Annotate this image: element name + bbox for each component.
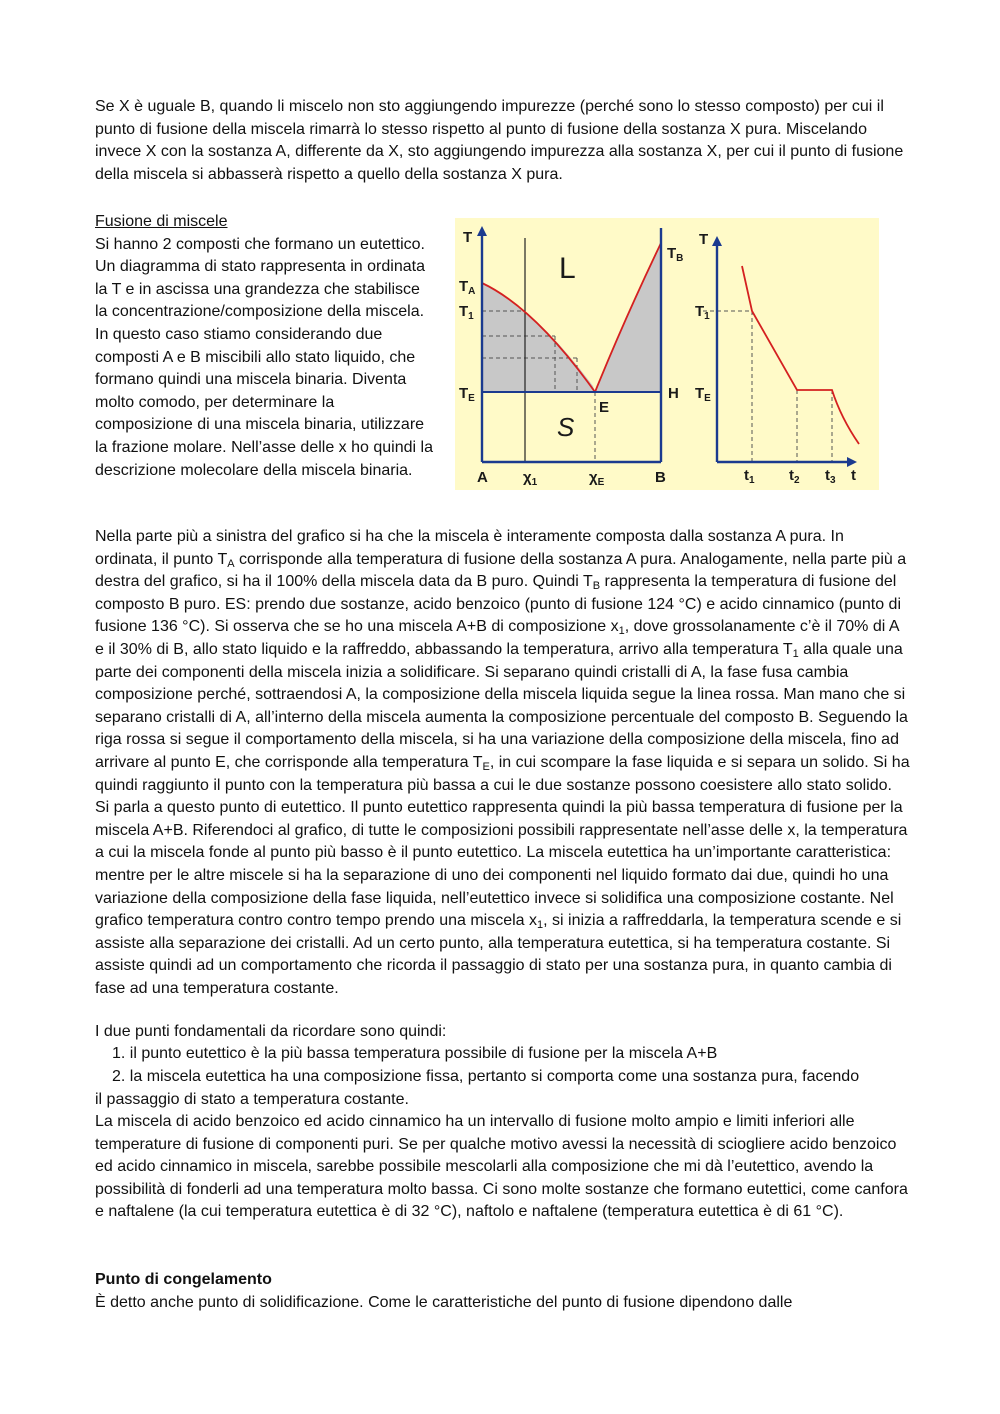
label-te: $T_E$ — [459, 385, 475, 404]
paragraph-eutectic: Nella parte più a sinistra del grafico si ha che la miscela è interamente composta dalla sostanza A pura. In ordinata, il punto $T_A$ corrisponde alla temperatura di fusione della sostanza A pura. Analogamente, nella parte più a destra del grafico, si ha il 100% della miscela data da B puro. Quindi $T_B$ rappresenta la temperatura di fusione del composto B puro. ES: prendo due sostanze, acido benzoico (punto di fusione 124 °C) e acido cinnamico (punto di fusione 136 °C). Si osserva che se ho una miscela A+B di composizione $x_1$, dove grossolanamente c’è il 70% di A e il 30% di B, allo stato liquido e la raffreddo, abbassando la temperatura, arrivo alla temperatura $T_1$ alla quale una parte dei componenti della miscela inizia a solidificare. Si separano quindi cristalli di A, la fase fusa cambia composizione perché, sottraendosi A, la composizione della miscela liquida segue la linea rossa. Man mano che si separano cristalli di A, all’interno della miscela aumenta la composizione percentuale del composto B. Seguendo la riga rossa si segue il comportamento della miscela, si ha una variazione della composizione della miscela, fino ad arrivare al punto E, che corrisponde alla temperatura $T_E$, in cui scompare la fase liquida e si separa un solido. Si ha quindi raggiunto il punto con la temperatura più bassa a cui le due sostanze possono coesistere allo stato solido. Si parla a questo punto di eutettico. Il punto eutettico rappresenta quindi la più bassa temperatura di fusione per la miscela A+B. Riferendoci al grafico, di tutte le composizioni possibili rappresentate nell’asse delle x, la temperatura a cui la miscela fonde al punto più basso è il punto eutettico. La miscela eutettica ha un’importante caratteristica: mentre per le altre miscele si ha la separazione di uno dei componenti nel liquido formato dai due, quindi ho una variazione della composizione della fase liquida, nell’eutettico invece si solidifica una composizione costante. Nel grafico temperatura contro contro tempo prendo una miscela $x_1$, si inizia a raffreddarla, la temperatura scende e si assiste alla separazione dei cristalli. Ad un certo punto, alla temperatura eutettica, si ha temperatura costante. Si assiste quindi ad un comportamento che ricorda il passaggio di stato per una sostanza pura, in quanto cambia di fase ad una temperatura costante. — [95, 528, 910, 997]
label-ta: $T_A$ — [459, 278, 476, 297]
cooling-label-te: $T_E$ — [695, 385, 711, 404]
cooling-tick-t1: $t_1$ — [744, 467, 755, 486]
label-t1: $T_1$ — [459, 303, 474, 322]
paragraph-benzoic: La miscela di acido benzoico ed acido cinnamico ha un intervallo di fusione molto ampio e limiti inferiori alle temperature di fusione di componenti puri. Se per qualche motivo avessi la necessità di sciogliere acido benzoico ed acido cinnamico in miscela, sarebbe possibile mescolarli alla composizione che mi dà l’eutettico, avendo la possibilità di fonderli ad una temperatura molto bassa. Ci sono molte sostanze che formano eutettici, come canfora e naftalene (la cui temperatura eutettica è di 32 °C), naftolo e naftalene (temperatura eutettica è di 61 °C). — [95, 1113, 908, 1221]
list-intro: I due punti fondamentali da ricordare sono quindi: — [95, 1023, 447, 1040]
cooling-y-label: T — [699, 231, 709, 248]
section-title-congelamento: Punto di congelamento — [95, 1271, 272, 1288]
label-x1: $\chi_1$ — [523, 469, 538, 488]
shaded-region-a — [482, 283, 595, 392]
section-fusione-wrap-text: Si hanno 2 composti che formano un eutettico. Un diagramma di stato rappresenta in ordinata la T e in ascissa una grandezza che stabilisce la concentrazione/composizione della miscela. In questo caso stiamo considerando due composti A e B miscibili allo stato liquido, che formano quindi una miscela binaria. Diventa molto comodo, per determinare la composizione di una miscela binaria, utilizzare la frazione molare. Nell’asse delle x ho quindi la descrizione molecolare della miscela binaria. — [95, 235, 433, 479]
label-x-a: A — [477, 469, 488, 486]
eutectic-figure — [455, 218, 879, 490]
key-points-list — [112, 1043, 912, 1088]
section-title-fusione: Fusione di miscele — [95, 213, 228, 230]
list-item: 1. il punto eutettico è la più bassa temperatura possibile di fusione per la miscela A+B — [112, 1045, 718, 1062]
cooling-x-arrow-icon — [847, 457, 857, 467]
label-tb: $T_B$ — [667, 245, 684, 264]
list-continuation: il passaggio di stato a temperatura costante. — [95, 1091, 409, 1108]
cooling-y-arrow-icon — [712, 236, 722, 246]
cooling-axes — [717, 242, 851, 462]
cooling-tick-t3: $t_3$ — [825, 467, 836, 486]
cooling-tick-t2: $t_2$ — [789, 467, 800, 486]
phase-y-arrow-icon — [477, 226, 487, 236]
cooling-label-t1: $T_1$ — [695, 303, 710, 322]
phase-y-label: T — [463, 229, 473, 246]
list-item: 2. la miscela eutettica ha una composizione fissa, pertanto si comporta come una sostanza pura, facendo — [112, 1067, 860, 1085]
label-h-point: H — [668, 385, 679, 402]
cooling-x-label: t — [851, 467, 856, 484]
label-xe: $\chi_E$ — [589, 469, 605, 488]
label-liquid: L — [559, 252, 576, 285]
label-x-b: B — [655, 469, 666, 486]
eutectic-diagrams — [455, 218, 879, 490]
intro-paragraph: Se X è uguale B, quando li miscelo non sto aggiungendo impurezze (perché sono lo stesso composto) per cui il punto di fusione della miscela rimarrà lo stesso rispetto al punto di fusione della sostanza X pura. Miscelando invece X con la sostanza A, differente da X, sto aggiungendo impurezza alla sostanza X, per cui il punto di fusione della miscela si abbasserà rispetto a quello della sostanza X pura. — [95, 98, 904, 183]
paragraph-congelamento: È detto anche punto di solidificazione. Come le caratteristiche del punto di fusione dipendono dalle — [95, 1294, 793, 1311]
section-fusione — [95, 211, 435, 482]
label-solid: S — [557, 412, 575, 442]
cooling-curve — [742, 266, 859, 444]
label-e-point: E — [599, 399, 610, 416]
